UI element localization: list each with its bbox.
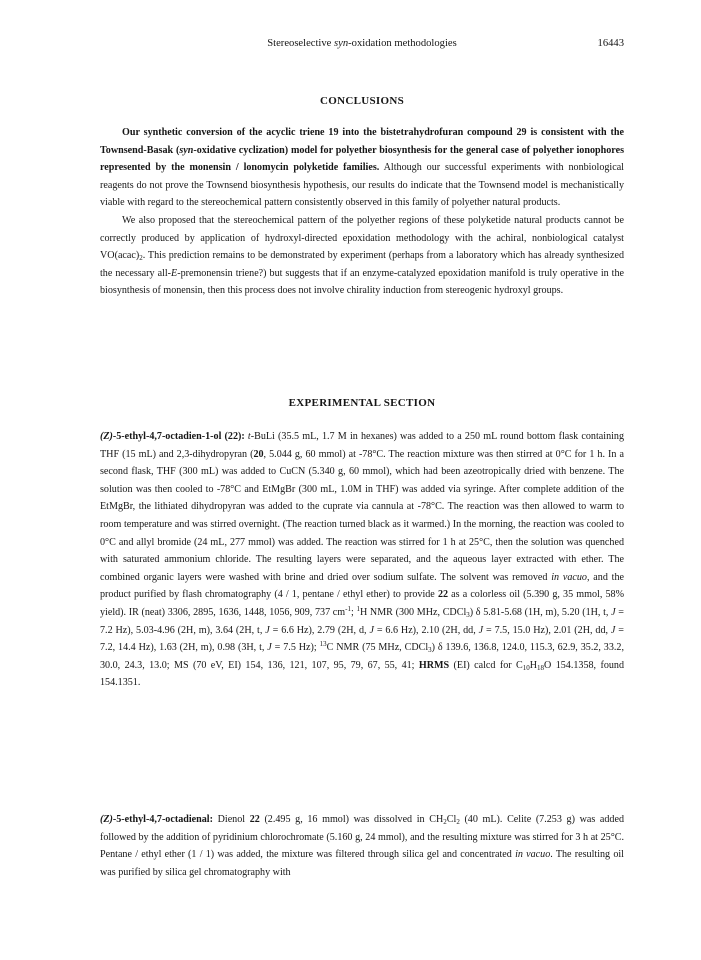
conclusions-paragraph-2: We also proposed that the stereochemical pattern of the polyether regions of these polyketide natural products cannot be correctly produced by application of hydroxyl-directed epoxidation methodology with the achiral, nonbiological catalyst $VO(acac)_2$. This prediction remains to be demonstrated by experiment (perhaps from a laboratory which has already synthesized the necessary all-E-premonensin triene?) but suggests that if an enzyme-catalyzed epoxidation manifold is truly operative in the biosynthesis of monensin, then this process does not involve chirality induction from stereogenic hydroxyl groups. <box>100 214 625 297</box>
page-number: 16443 <box>597 38 624 49</box>
experimental-heading: EXPERIMENTAL SECTION <box>288 397 436 409</box>
running-header <box>100 38 624 54</box>
experimental-paragraph-1: (Z)-5-ethyl-4,7-octadien-1-ol (22): t-BuLi (35.5 mL, 1.7 M in hexanes) was added to a 250 mL round bottom flask containing THF (15 mL) and 2,3-dihydropyran (20, 5.044 g, 60 mmol) at -78°C. The reaction mixture was then stirred at 0°C for 1 h. In a second flask, THF (300 mL) was added to CuCN (5.340 g, 60 mmol), which had been azeotropically dried with benzene. The solution was then cooled to -78°C and EtMgBr (300 mL, 1.0M in THF) was added via syringe. After complete addition of the EtMgBr, the lithiated dihydropyran was added to the cuprate via cannula at -78°C. The reaction was then allowed to warm to room temperature and was stirred overnight. (The reaction turned black as it warmed.) In the morning, the reaction was cooled to 0°C and allyl bromide (24 mL, 277 mmol) was added. The reaction was stirred for 1 h at 25°C, then the solution was quenched with saturated ammonium chloride. The resulting layers were separated, and the aqueous layer extracted with ether. The combined organic layers were washed with brine and dried over sodium sulfate. The solvent was removed in vacuo, and the product purified by flash chromatography (4 / 1, pentane / ethyl ether) to provide 22 as a colorless oil (5.390 g, 35 mmol, 58% yield). IR (neat) 3306, 2895, 1636, 1448, 1056, 909, 737 $cm^{-1}$; $^1$H NMR (300 MHz, CDCl$_3$) δ 5.81-5.68 (1H, m), 5.20 (1H, t, J = 7.2 Hz), 5.03-4.96 (2H, m), 3.64 (2H, t, J = 6.6 Hz), 2.79 (2H, d, J = 6.6 Hz), 2.10 (2H, dd, J = 7.5, 15.0 Hz), 2.01 (2H, dd, J = 7.2, 14.4 Hz), 1.63 (2H, m), 0.98 (3H, t, J = 7.5 Hz); $^{13}$C NMR (75 MHz, CDCl$_3$) δ 139.6, 136.8, 124.0, 115.3, 62.9, 35.2, 33.2, 30.0, 24.3, 13.0; MS (70 eV, EI) 154, 136, 121, 107, 95, 79, 67, 55, 41; HRMS (EI) calcd for $C_{10}H_{18}O$ 154.1358, found 154.1351. <box>100 431 625 689</box>
conclusions-heading: CONCLUSIONS <box>320 95 404 107</box>
experimental-entry-dienol <box>100 428 624 692</box>
conclusions-paragraph-1: Our synthetic conversion of the acyclic triene 19 into the bistetrahydrofuran compound 29 is consistent with the Townsend-Basak (syn-oxidative cyclization) model for polyether biosynthesis for the general case of polyether ionophores represented by the monensin / lonomycin polyketide families. Although our successful experiments with nonbiological reagents do not prove the Townsend biosynthesis hypothesis, our results do indicate that the Townsend model is mechanistically viable with regard to the stereochemical pattern consistently observed in this family of polyether natural products. <box>100 127 624 209</box>
experimental-paragraph-2: (Z)-5-ethyl-4,7-octadienal: Dienol 22 (2.495 g, 16 mmol) was dissolved in $CH_2Cl_2$ (40 mL). Celite (7.253 g) was added followed by the addition of pyridinium chlorochromate (5.160 g, 24 mmol), and the resulting mixture was stirred for 3 h at 25°C. Pentane / ethyl ether (1 / 1) was added, the mixture was filtered through silica gel and concentrated in vacuo. The resulting oil was purified by silica gel chromatography with <box>100 814 625 878</box>
experimental-entry-dienal <box>100 811 624 881</box>
running-title: Stereoselective syn-oxidation methodologies <box>267 38 457 49</box>
conclusions-section <box>100 124 624 300</box>
